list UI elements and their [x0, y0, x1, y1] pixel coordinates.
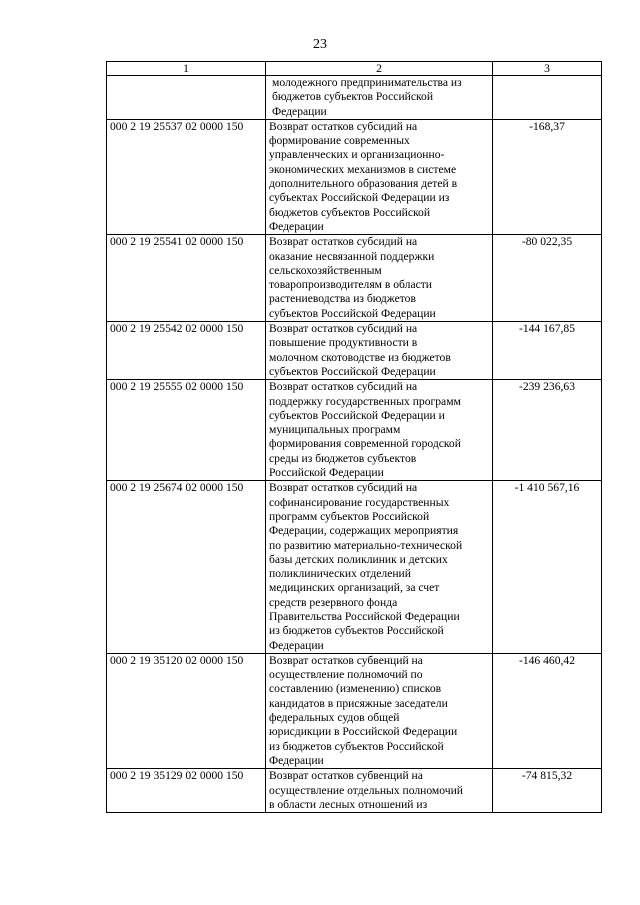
table-header-row: [107, 62, 602, 76]
description-line: Возврат остатков субвенций на: [269, 653, 423, 667]
amount-cell: -80 022,35: [493, 235, 602, 322]
description-cell: [266, 380, 493, 481]
description-line: Федерации, содержащих мероприятия: [269, 524, 459, 538]
description-line: по развитию материально-технической: [269, 538, 463, 552]
description-line: Федерации: [272, 104, 327, 118]
description-line: сельскохозяйственным: [269, 263, 382, 277]
description-line: Федерации: [269, 638, 324, 652]
description-line: из бюджетов субъектов Российской: [269, 624, 444, 638]
description-line: молодежного предпринимательства из: [272, 76, 462, 89]
description-line: субъектов Российской Федерации: [269, 306, 436, 320]
description-line: управленческих и организационно-: [269, 148, 445, 162]
description-cell: [266, 235, 493, 322]
table-row: [107, 119, 602, 234]
budget-code-cell: 000 2 19 35120 02 0000 150: [107, 653, 266, 768]
table-row: [107, 653, 602, 768]
description-line: средств резервного фонда: [269, 595, 398, 609]
description-line: субъектах Российской Федерации из: [269, 191, 450, 205]
amount-cell: -239 236,63: [493, 380, 602, 481]
description-line: бюджетов субъектов Российской: [272, 90, 434, 104]
amount-cell: -168,37: [493, 119, 602, 234]
description-line: медицинских организаций, за счет: [269, 581, 440, 595]
amount-cell: -144 167,85: [493, 322, 602, 380]
description-line: федеральных судов общей: [269, 711, 400, 725]
description-line: Правительства Российской Федерации: [269, 609, 460, 623]
budget-table: [106, 61, 602, 813]
description-line: поддержку государственных программ: [269, 394, 461, 408]
table-row: [107, 76, 602, 120]
column-header-description: 2: [266, 62, 493, 76]
description-line: Возврат остатков субвенций на: [269, 769, 423, 783]
description-cell: [266, 322, 493, 380]
description-line: бюджетов субъектов Российской: [269, 205, 431, 219]
description-line: Федерации: [269, 753, 324, 767]
description-line: субъектов Российской Федерации и: [269, 408, 445, 422]
description-line: дополнительного образования детей в: [269, 177, 458, 191]
description-line: экономических механизмов в системе: [269, 162, 457, 176]
description-cell: [266, 76, 493, 120]
description-line: базы детских поликлиник и детских: [269, 552, 448, 566]
amount-cell: -146 460,42: [493, 653, 602, 768]
description-line: формирования современной городской: [269, 437, 461, 451]
description-line: муниципальных программ: [269, 423, 401, 437]
budget-code-cell: [107, 76, 266, 120]
table-row: [107, 769, 602, 813]
description-line: повышение продуктивности в: [269, 336, 418, 350]
description-line: кандидатов в присяжные заседатели: [269, 696, 448, 710]
description-line: Возврат остатков субсидий на: [269, 322, 418, 336]
description-cell: [266, 769, 493, 813]
description-line: юрисдикции в Российской Федерации: [269, 725, 458, 739]
table-row: [107, 380, 602, 481]
description-line: осуществление отдельных полномочий: [269, 783, 464, 797]
column-header-amount: 3: [493, 62, 602, 76]
amount-cell: -74 815,32: [493, 769, 602, 813]
table-body: [107, 76, 602, 813]
budget-code-cell: 000 2 19 25542 02 0000 150: [107, 322, 266, 380]
description-line: поликлинических отделений: [269, 567, 411, 581]
description-line: в области лесных отношений из: [269, 797, 428, 811]
description-line: Возврат остатков субсидий на: [269, 235, 418, 249]
description-line: из бюджетов субъектов Российской: [269, 739, 444, 753]
description-line: молочном скотоводстве из бюджетов: [269, 350, 451, 364]
description-line: растениеводства из бюджетов: [269, 292, 416, 306]
description-line: софинансирование государственных: [269, 495, 450, 509]
description-line: Возврат остатков субсидий на: [269, 380, 418, 394]
description-line: Российской Федерации: [269, 466, 384, 480]
description-line: субъектов Российской Федерации: [269, 364, 436, 378]
budget-code-cell: 000 2 19 25541 02 0000 150: [107, 235, 266, 322]
budget-code-cell: 000 2 19 25674 02 0000 150: [107, 481, 266, 654]
description-line: оказание несвязанной поддержки: [269, 249, 435, 263]
budget-code-cell: 000 2 19 25537 02 0000 150: [107, 119, 266, 234]
description-line: формирование современных: [269, 134, 410, 148]
description-line: товаропроизводителям в области: [269, 278, 433, 292]
description-line: среды из бюджетов субъектов: [269, 451, 417, 465]
description-line: Возврат остатков субсидий на: [269, 481, 418, 495]
amount-cell: -1 410 567,16: [493, 481, 602, 654]
table-row: [107, 235, 602, 322]
table-row: [107, 481, 602, 654]
column-header-code: 1: [107, 62, 266, 76]
budget-code-cell: 000 2 19 35129 02 0000 150: [107, 769, 266, 813]
description-line: осуществление полномочий по: [269, 668, 423, 682]
description-cell: [266, 481, 493, 654]
amount-cell: [493, 76, 602, 120]
description-line: Федерации: [269, 219, 324, 233]
description-cell: [266, 119, 493, 234]
description-line: программ субъектов Российской: [269, 509, 430, 523]
description-cell: [266, 653, 493, 768]
description-line: Возврат остатков субсидий на: [269, 119, 418, 133]
table-row: [107, 322, 602, 380]
page-number: 23: [313, 37, 327, 52]
budget-code-cell: 000 2 19 25555 02 0000 150: [107, 380, 266, 481]
description-line: составлению (изменению) списков: [269, 682, 442, 696]
